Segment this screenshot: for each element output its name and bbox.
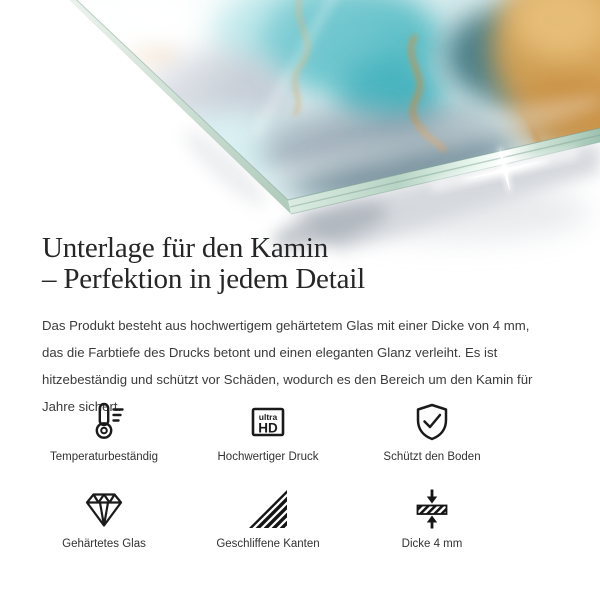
ultra-hd-badge-top: ultra [258,412,278,422]
diamond-icon [82,487,126,531]
feature-label: Hochwertiger Druck [217,451,319,463]
polished-edges-icon [246,487,290,531]
ultra-hd-icon [246,400,290,444]
feature-temperature [22,400,186,463]
feature-label: Schützt den Boden [383,451,481,463]
feature-polished-edges [186,487,350,550]
page-title-line-1: Unterlage für den Kamin [42,232,329,264]
feature-thickness [350,487,514,550]
feature-label: Gehärtetes Glas [62,538,146,550]
thermometer-icon [82,400,126,444]
feature-label: Temperaturbeständig [49,451,159,463]
feature-label: Geschliffene Kanten [216,538,320,550]
shield-check-icon [410,400,454,444]
feature-tempered-glass [22,487,186,550]
feature-floor-protection [350,400,514,463]
thickness-icon [410,487,454,531]
feature-grid [22,400,514,550]
feature-label: Dicke 4 mm [401,538,463,550]
product-description: Das Produkt besteht aus hochwertigem gehärtetem Glas mit einer Dicke von 4 mm, das die Farbtiefe des Drucks betont und einen eleganten Glanz verleiht. Es ist hitzebeständig und schützt vor Schäden, wodurch es den Bereich um den Kamin für Jahre sichert. [42,318,533,414]
page-title [42,233,365,295]
ultra-hd-badge-bottom: HD [258,420,278,436]
feature-print-quality [186,400,350,463]
page-title-line-2: – Perfektion in jedem Detail [42,263,365,295]
